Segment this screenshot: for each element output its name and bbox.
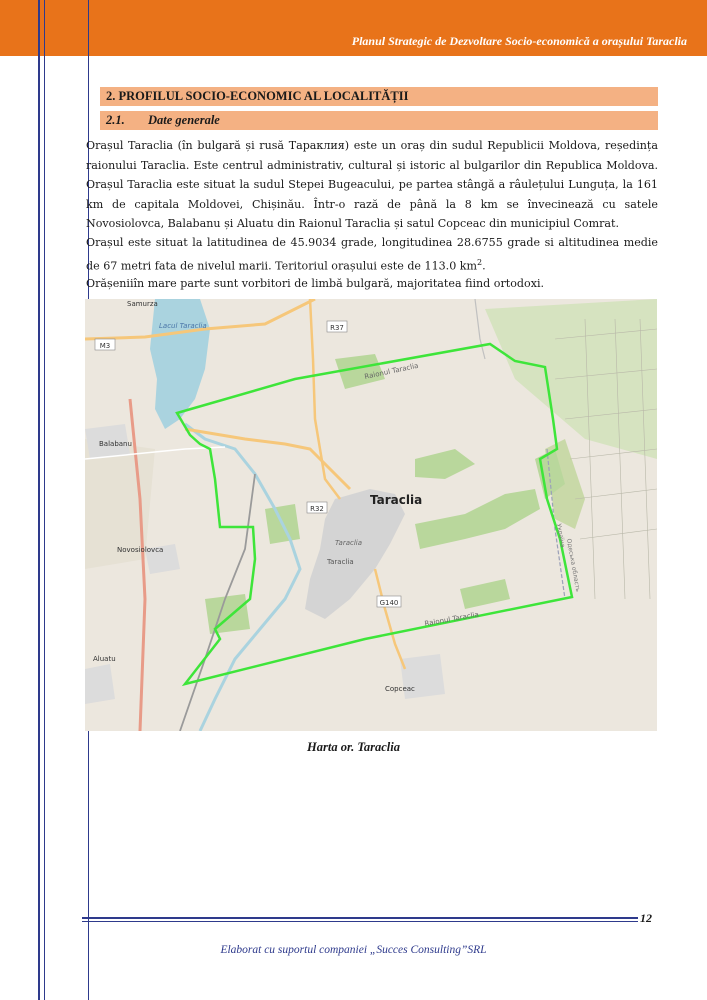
section-heading: 2. PROFILUL SOCIO-ECONOMIC AL LOCALITĂȚII: [100, 87, 658, 106]
district-label-north: Raionul Taraclia: [363, 361, 420, 381]
place-label-taraclia-small: Taraclia: [335, 539, 363, 547]
place-label-taraclia: Taraclia: [370, 493, 423, 507]
place-label-copceac: Copceac: [385, 685, 415, 693]
map-caption: Harta or. Taraclia: [307, 740, 400, 754]
margin-rule: [44, 0, 45, 1000]
map-canvas: [85, 299, 657, 731]
place-label-balabanu: Balabanu: [99, 440, 132, 448]
road-label-g140: G140: [379, 599, 399, 607]
farmland-area: [485, 299, 657, 459]
subsection-number: 2.1.: [106, 113, 125, 127]
country-label-ukraine: Україна: [555, 523, 567, 549]
paragraph-location: [86, 233, 658, 276]
road-shield-r37: [327, 321, 347, 332]
document-header-title: Planul Strategic de Dezvoltare Socio-economică a orașului Taraclia: [351, 34, 687, 48]
footer-text: Elaborat cu suportul companiei „Succes Consulting”SRL: [220, 944, 487, 956]
place-label-taraclia-station: Taraclia: [327, 558, 354, 566]
region-label-odeska: Одеська область: [565, 538, 582, 593]
margin-rule: [38, 0, 40, 1000]
road-shield-m3: [95, 339, 115, 350]
road-label-r37: R37: [330, 324, 344, 332]
road-label-m3: M3: [99, 342, 111, 350]
map-taraclia: [85, 299, 657, 731]
lake-label: Lacul Taraclia: [159, 322, 207, 330]
road-label-r32: R32: [310, 505, 324, 513]
footer-rule: [82, 921, 638, 922]
paragraph-location-text: Orașul este situat la latitudinea de 45.9034 grade, longitudinea 28.6755 grade si altitudinea medie de 67 metri fata de nivelul marii. Teritoriul orașului este de 113.0 km: [86, 236, 658, 273]
road-shield-r32: [307, 502, 327, 513]
footer-rule: [82, 917, 638, 919]
urban-area: [85, 664, 115, 704]
lake-taraclia: [150, 299, 210, 429]
paragraph-population: Orășeniiîn mare parte sunt vorbitori de limbă bulgară, majoritatea fiind ortodoxi.: [86, 277, 545, 290]
paragraph-location-end: .: [482, 259, 486, 273]
paragraph-intro: Orașul Taraclia (în bulgară și rusă Тараклия) este un oraș din sudul Republicii Moldova, reședința raionului Taraclia. Este centrul administrativ, cultural și istoric al bulgarilor din Republica Moldova. Orașul Taraclia este situat la sudul Stepei Bugeacului, pe partea stângă a râulețului Lunguța, la 161 km de capitala Moldovei, Chișinău. Într-o rază de până la 8 km se învecinează cu satele Novosiolovca, Balabanu și Aluatu din Raionul Taraclia și satul Copceac din municipiul Comrat.: [86, 139, 658, 230]
subsection-title: Date generale: [148, 113, 220, 127]
subsection-heading: [100, 111, 658, 130]
place-label-samurza: Samurza: [127, 300, 158, 308]
road-shield-g140: [377, 596, 401, 607]
district-label-south: Raionul Taraclia: [423, 610, 480, 628]
place-label-novosiolovca: Novosiolovca: [117, 546, 164, 554]
page-number: 12: [640, 911, 652, 925]
superscript: 2: [477, 257, 483, 267]
place-label-aluatu: Aluatu: [93, 655, 116, 663]
river: [185, 424, 300, 731]
